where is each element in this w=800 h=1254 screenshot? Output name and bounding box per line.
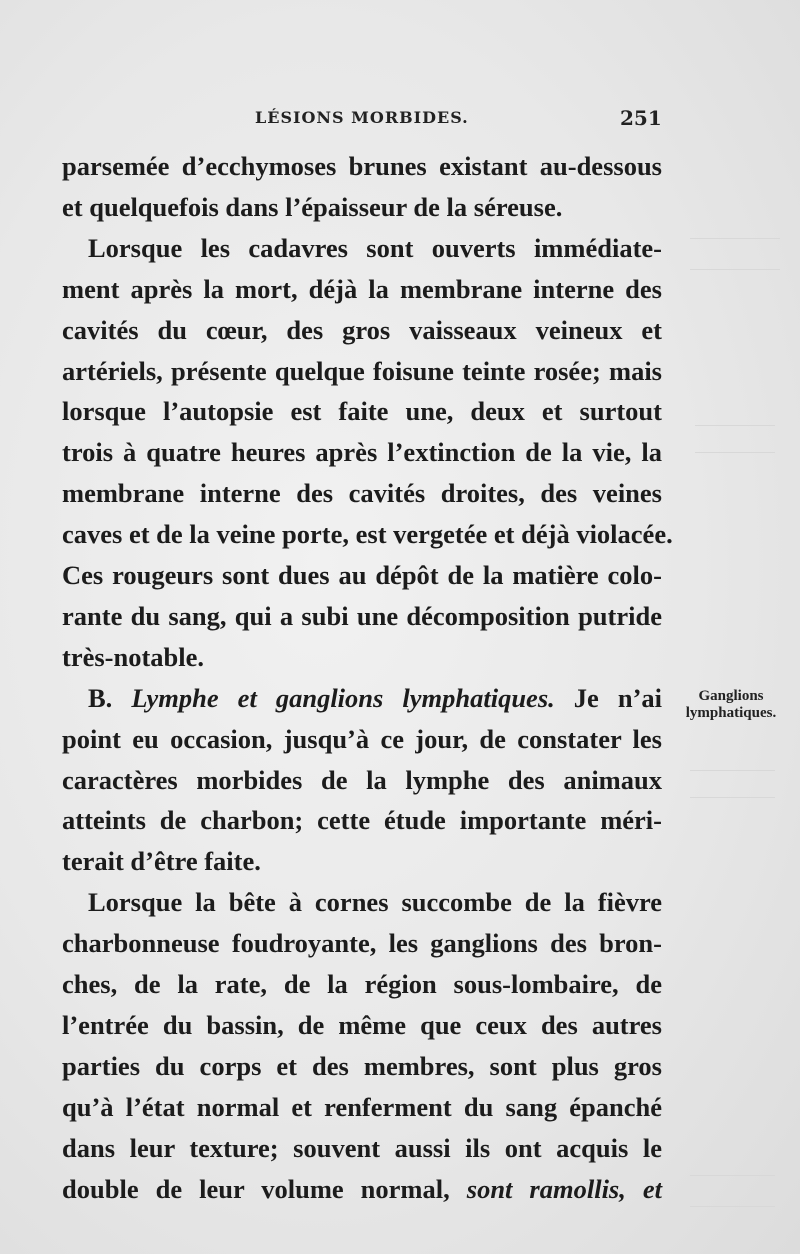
bleed-through-mark	[695, 425, 775, 453]
text-line: Lorsque la bête à cornes succombe de la fièvre	[88, 887, 662, 918]
text-line: point eu occasion, jusqu’à ce jour, de constater les	[62, 723, 662, 754]
text-line: lorsque l’autopsie est faite une, deux et surtout	[62, 396, 662, 427]
text-line: terait d’être faite.	[62, 846, 261, 877]
text-line: Lorsque les cadavres sont ouverts immédiate-	[88, 232, 662, 263]
text-line	[62, 1169, 662, 1209]
margin-note	[670, 688, 792, 722]
text-line: caves et de la veine porte, est vergetée et déjà violacée.	[62, 519, 673, 550]
text-segment: double de leur volume normal,	[62, 1173, 467, 1204]
text-line: trois à quatre heures après l’extinction de la vie, la	[62, 437, 662, 468]
text-line: membrane interne des cavités droites, des veines	[62, 478, 662, 509]
running-title: LÉSIONS MORBIDES.	[255, 108, 469, 127]
italic-segment: Lymphe et ganglions lymphatiques.	[131, 682, 555, 713]
text-line: qu’à l’état normal et renferment du sang épanché	[62, 1091, 662, 1122]
text-line: parsemée d’ecchymoses brunes existant au-dessous	[62, 151, 662, 181]
text-line: ment après la mort, déjà la membrane interne des	[62, 273, 662, 304]
text-line: Ces rougeurs sont dues au dépôt de la matière colo-	[62, 560, 662, 590]
italic-segment: sont ramollis, et	[466, 1173, 662, 1204]
margin-note-line-1: Ganglions	[698, 688, 764, 704]
text-line: parties du corps et des membres, sont plus gros	[62, 1050, 662, 1081]
text-line: très-notable.	[62, 641, 205, 672]
text-line: cavités du cœur, des gros vaisseaux veineux et	[62, 314, 662, 345]
text-line: atteints de charbon; cette étude importante méri-	[62, 805, 662, 836]
bleed-through-mark	[690, 770, 775, 798]
page-number: 251	[620, 106, 662, 130]
bleed-through-mark	[690, 1175, 775, 1207]
bleed-through-mark	[690, 238, 780, 270]
text-line: et quelquefois dans l’épaisseur de la séreuse.	[62, 191, 563, 222]
text-segment: B.	[88, 682, 132, 713]
text-line: rante du sang, qui a subi une décomposition putride	[62, 600, 662, 631]
text-segment: Je n’ai	[554, 682, 662, 713]
text-line: l’entrée du bassin, de même que ceux des autres	[62, 1009, 662, 1040]
text-line: dans leur texture; souvent aussi ils ont acquis le	[62, 1132, 662, 1163]
text-line: ches, de la rate, de la région sous-lombaire, de	[62, 969, 662, 999]
text-line	[88, 678, 662, 718]
text-line: caractères morbides de la lymphe des animaux	[62, 764, 662, 795]
text-line: charbonneuse foudroyante, les ganglions des bron-	[62, 928, 662, 959]
margin-note-line-2: lymphatiques.	[685, 705, 777, 721]
text-line: artériels, présente quelque foisune teinte rosée; mais	[62, 355, 662, 386]
